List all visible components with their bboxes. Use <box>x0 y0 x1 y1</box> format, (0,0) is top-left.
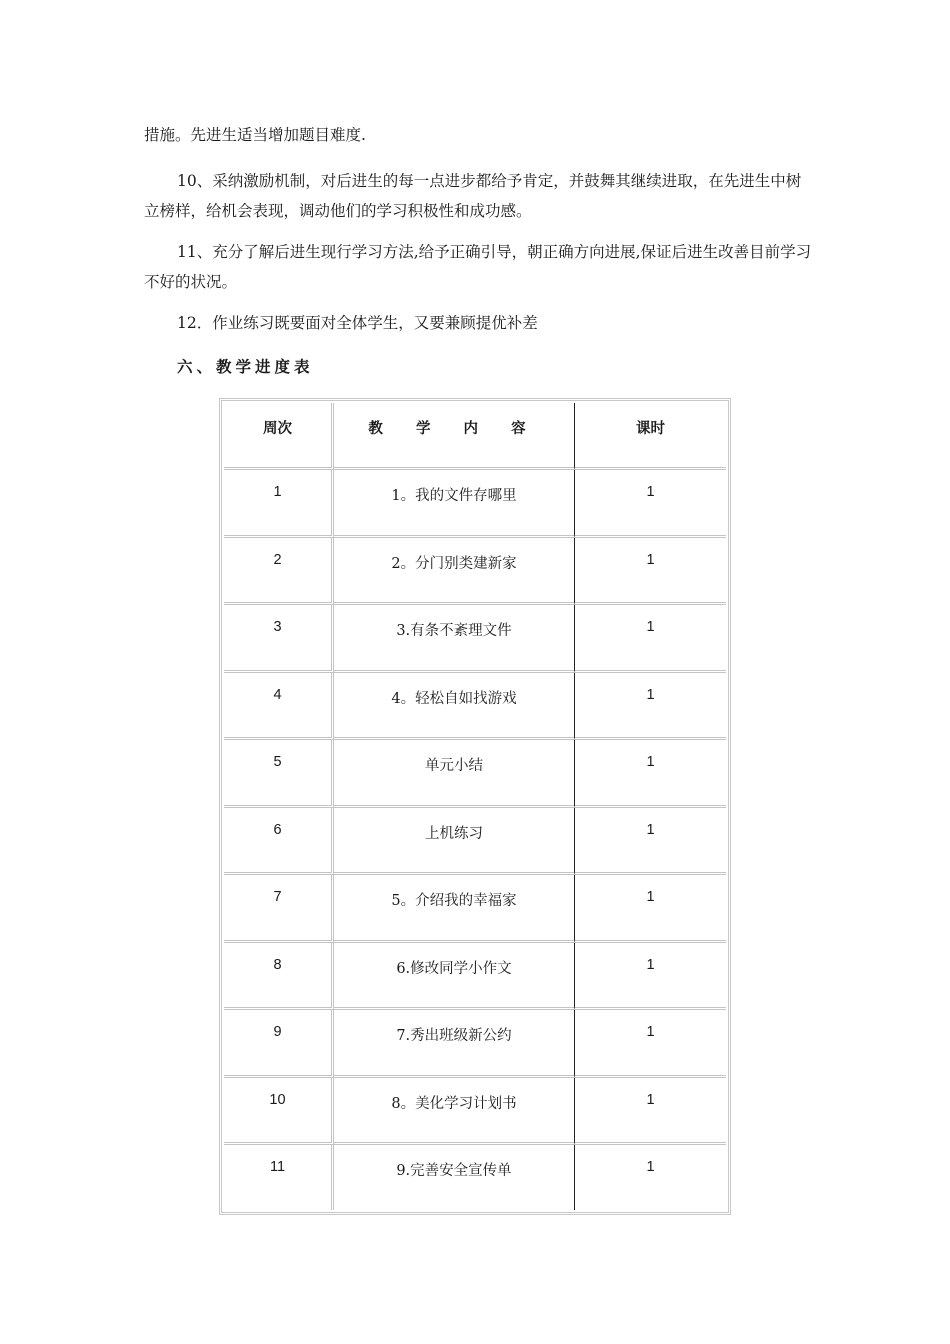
cell-hours: 1 <box>575 538 726 606</box>
table-row <box>224 1145 726 1210</box>
cell-week: 4 <box>224 673 334 741</box>
table-row <box>224 1010 726 1078</box>
cell-hours: 1 <box>575 605 726 673</box>
table-row <box>224 875 726 943</box>
cell-week: 6 <box>224 808 334 876</box>
cell-week: 8 <box>224 943 334 1011</box>
table-header-row <box>224 403 726 470</box>
cell-hours: 1 <box>575 1078 726 1146</box>
cell-hours: 1 <box>575 1010 726 1078</box>
cell-week: 5 <box>224 740 334 808</box>
cell-week: 7 <box>224 875 334 943</box>
schedule-table-grid <box>224 403 726 1210</box>
cell-content: 9.完善安全宣传单 <box>334 1145 575 1210</box>
paragraph-item-10: 10、采纳激励机制，对后进生的每一点进步都给予肯定，并鼓舞其继续进取，在先进生中树立榜样，给机会表现，调动他们的学习积极性和成功感。 <box>144 172 802 220</box>
cell-hours: 1 <box>575 740 726 808</box>
table-row <box>224 605 726 673</box>
section-heading: 六、教学进度表 <box>177 357 314 376</box>
cell-week: 9 <box>224 1010 334 1078</box>
header-content: 教 学 内 容 <box>334 403 575 470</box>
header-week: 周次 <box>224 403 334 470</box>
cell-week: 11 <box>224 1145 334 1210</box>
table-row <box>224 538 726 606</box>
cell-hours: 1 <box>575 673 726 741</box>
cell-content: 单元小结 <box>334 740 575 808</box>
cell-content: 1。我的文件存哪里 <box>334 470 575 538</box>
table-row <box>224 943 726 1011</box>
cell-content: 3.有条不紊理文件 <box>334 605 575 673</box>
cell-hours: 1 <box>575 470 726 538</box>
cell-week: 10 <box>224 1078 334 1146</box>
cell-content: 5。介绍我的幸福家 <box>334 875 575 943</box>
table-row <box>224 470 726 538</box>
paragraph-item-11: 11、充分了解后进生现行学习方法,给予正确引导，朝正确方向进展,保证后进生改善目前学习不好的状况。 <box>144 243 812 291</box>
cell-content: 7.秀出班级新公约 <box>334 1010 575 1078</box>
cell-week: 3 <box>224 605 334 673</box>
cell-week: 1 <box>224 470 334 538</box>
header-hours: 课时 <box>575 403 726 470</box>
table-row <box>224 673 726 741</box>
cell-content: 8。美化学习计划书 <box>334 1078 575 1146</box>
cell-hours: 1 <box>575 943 726 1011</box>
cell-week: 2 <box>224 538 334 606</box>
table-row <box>224 740 726 808</box>
cell-hours: 1 <box>575 875 726 943</box>
cell-content: 4。轻松自如找游戏 <box>334 673 575 741</box>
cell-hours: 1 <box>646 1159 655 1175</box>
cell-hours: 1 <box>575 808 726 876</box>
table-row <box>224 808 726 876</box>
cell-content: 6.修改同学小作文 <box>334 943 575 1011</box>
table-row <box>224 1078 726 1146</box>
cell-content: 上机练习 <box>334 808 575 876</box>
paragraph-item-12: 12．作业练习既要面对全体学生，又要兼顾提优补差 <box>177 314 538 332</box>
paragraph-continuation: 措施。先进生适当增加题目难度. <box>144 126 366 144</box>
cell-content: 2。分门别类建新家 <box>334 538 575 606</box>
schedule-table <box>219 398 731 1215</box>
